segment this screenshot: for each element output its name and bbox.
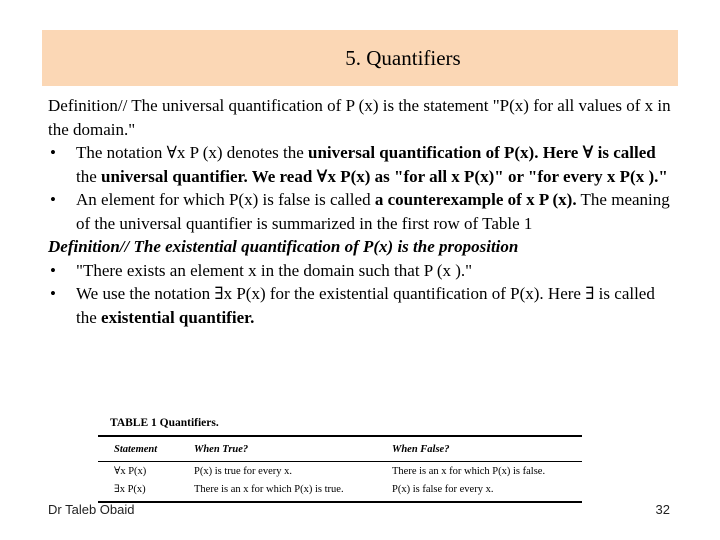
- bullet-notation: • The notation ∀x P (x) denotes the universal quantification of P(x). Here ∀ is called the universal quantifier. We read ∀x P(x) as "for all x P(x)" or "for every x P(x ).": [50, 143, 668, 186]
- table-header-when-false: When False?: [392, 443, 450, 455]
- table-header-row: [98, 437, 582, 462]
- bullet-counterexample: • An element for which P(x) is false is called a counterexample of x P (x). The meaning of the universal quantifier is summarized in the first row of Table 1: [50, 190, 670, 233]
- slide-title-bar: [42, 30, 678, 86]
- table-cell: There is an x for which P(x) is true.: [194, 483, 344, 495]
- table-row: [98, 462, 582, 480]
- table-cell: P(x) is false for every x.: [392, 483, 494, 495]
- page-number: 32: [655, 502, 670, 517]
- table-cell: ∃x P(x): [114, 484, 146, 495]
- table-cell: ∀x P(x): [114, 466, 147, 477]
- bullet-dot: •: [50, 143, 56, 162]
- definition-existential: Definition// The existential quantification of P(x) is the proposition: [48, 237, 519, 256]
- table-cell: P(x) is true for every x.: [194, 465, 292, 477]
- slide-content: [48, 94, 678, 329]
- table-bottom-rule: [98, 501, 582, 503]
- table-cell: There is an x for which P(x) is false.: [392, 465, 546, 477]
- slide-title: 5. Quantifiers: [345, 45, 461, 70]
- bullet-dot: •: [50, 260, 56, 280]
- table-header-when-true: When True?: [194, 443, 249, 455]
- table-title: TABLE 1 Quantifiers.: [98, 412, 582, 437]
- bullet-existential-notation: • We use the notation ∃x P(x) for the existential quantification of P(x). Here ∃ is called the existential quantifier.: [50, 284, 655, 327]
- table-header-statement: Statement: [114, 443, 158, 455]
- bullet-dot: •: [50, 190, 56, 209]
- bullet-dot: •: [50, 284, 56, 303]
- definition-universal: Definition// The universal quantification of P (x) is the statement "P(x) for all values of x in the domain.": [48, 96, 671, 139]
- quantifiers-table: [98, 412, 582, 501]
- table-row: [98, 480, 582, 498]
- bullet-there-exists: • "There exists an element x in the domain such that P (x ).": [48, 259, 678, 283]
- footer-author: Dr Taleb Obaid: [48, 502, 135, 517]
